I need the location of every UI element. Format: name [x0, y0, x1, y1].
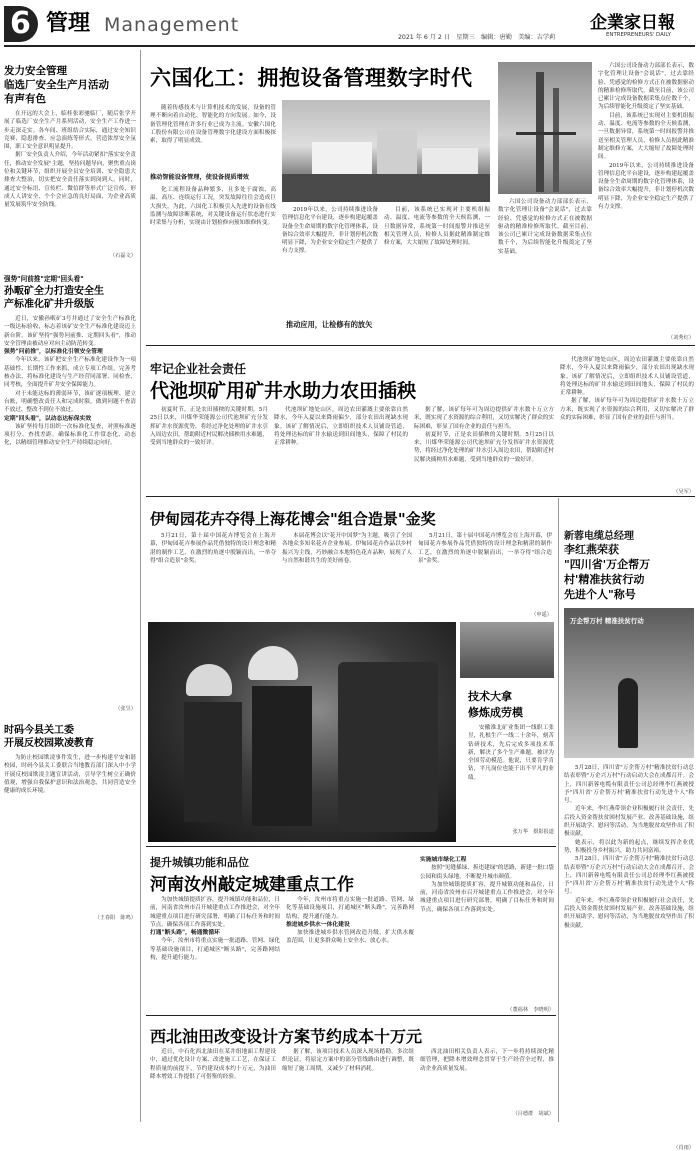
section-title-en: Management — [104, 14, 240, 36]
workers-photo — [148, 622, 456, 842]
expo-byline: （申遥） — [531, 612, 552, 618]
page-number: 6 — [10, 6, 31, 41]
skill-bottom-rule — [146, 846, 556, 847]
main-sub-kicker: 推动智能设备管理，使设备提质增效 — [150, 174, 249, 181]
mine-body-col-3: 据了解，该矿每年可为周边提供矿井水数十万立方米，既实现了水资源的综合利用，又切实解决了群众的实际困难，彰显了国有企业的责任与担当。 初夏时节，正是农田插秧的关键时期。5月25日以来，川煤华荣能源公司代池坝矿充分发挥矿井水资源优势，将经过净化处理的矿井水引入周边农田，帮助附近村民解决插秧用水难题，受到当地群众的一致好评。 — [414, 407, 554, 463]
left-sub-body: 近日，安徽孙畈矿3号井通过了安全生产标准化一级达标验收，标志着该矿安全生产标准化建设迈上新台阶。该矿坚持"强势问前推、定期回头看"，推动安全管理由被动应对向主动防范转变。 强势"问前推"，以标准化引领安全管理 今年以来，该矿把安全生产标准化建设作为一项基础性、长期性工作来抓，成立专项工作组，完善考核办法，将标准化建设与生产经营同部署、同检查、同考核，全面提升矿井安全保障能力。 对于未能达标的薄弱环节，该矿逐项梳理、建立台账，明确整改责任人和完成时限，做到问题不查清不放过、整改不到位不放过。 定期"回头看"，以动态达标保实效 该矿坚持每月组织一次标准化复查，对照标准逐项打分、查找差距，确保标准化工作常态化、动态化，以精细管理推动安全生产持续稳定向好。 — [4, 316, 136, 447]
industrial-tower-photo — [498, 62, 592, 194]
award-photo-caption: 万企帮万村 精准扶贫行动 — [570, 617, 644, 625]
main-bottom-rule — [146, 345, 695, 346]
left-headline-3: 有声有色 — [4, 93, 46, 105]
masthead-rule — [4, 45, 695, 47]
main-byline: （刘秀红） — [668, 335, 694, 341]
mine-headline: 代池坝矿用矿井水助力农田插秧 — [150, 380, 417, 402]
paper-en: ENTREPRENEURS' DAILY — [606, 32, 671, 38]
main-mid-kicker: 推动应用，让检修有的放矢 — [286, 320, 373, 329]
date-line: 2021 年 6 月 2 日 星期三 编辑：唐勤 美编：吉学莉 — [398, 34, 556, 41]
main-body-col-3: 目前，该系统已实现对主要机组振动、温度、电流等参数的全天候监测，一旦数据异常，系统第一时间报警并推送至相关管理人员，检修人员据此精准制定维修方案，大大缩短了故障处理时间。 — [384, 207, 490, 247]
mine-body-col-2: 代池坝矿地处山区，周边农田灌溉主要依靠自然降水，今年入夏以来降雨偏少，部分农田出现缺水现象。该矿了解情况后，立即组织技术人员铺设管道，将处理达标的矿井水输送到田间地头，保障了村民的正常耕种。 — [274, 407, 408, 447]
oil-body-col-2: 据了解，该项目技术人员深入现场踏勘，多次组织论证，将原定方案中的部分管线路由进行调整，既缩短了施工周期，又减少了材料消耗。 — [282, 1049, 414, 1072]
main-body-col-1: 化工流程设备品种繁多，且多处于腐蚀、高温、高压、连续运行工况，突发故障往往会造成巨大损失。为此，六国化工积极引入先进的设备在线监测与故障诊断系统，对关键设备运行状态进行实时采集与分析，实现由计划检修向预知维修转变。 — [150, 187, 276, 227]
skill-headline-1: 技术大拿 — [468, 690, 512, 703]
skill-body: 安徽淮北矿业集团一线职工张昱，扎根生产一线二十余年，刻苦钻研技术，先后完成多项技术革新，解决了多个生产难题，被评为全国劳动模范。他说，只要肯学肯钻，平凡岗位也能干出不平凡的业绩。 — [468, 725, 554, 781]
oil-headline: 西北油田改变设计方案节约成本十万元 — [150, 1027, 423, 1046]
left-sub-kicker: 强势"问前推"定期"回头看" — [4, 275, 84, 283]
right-name: 李红燕荣获 — [564, 543, 619, 556]
left-column — [4, 50, 136, 1122]
left-headline-2: 临选厂安全生产月活动 — [4, 79, 109, 91]
city-byline: （董福林 李晓明） — [507, 1007, 554, 1013]
left-byline-2: （张昱） — [115, 706, 136, 712]
right-column — [564, 506, 694, 1151]
city-label-1: 打通"断头路"，畅通微循环 — [150, 930, 220, 937]
right-byline: （肖雨） — [673, 1145, 694, 1151]
right-headline-2: 村'精准扶贫行动 — [564, 573, 645, 586]
city-body-col-1: 为加快城镇提质扩容，提升城镇功能和品位，日前，河南省汝州市召开城建重点工作推进会，对全年城建重点项目进行研究部署，明确了目标任务和时间节点，确保各项工作落到实处。 打通"断头路"，畅通微循环 今年，汝州市将重点实施一批道路、管网、绿化等基础设施项目，打通城区"断头路"，完善路网结构，提升通行能力。 — [150, 897, 280, 962]
main-body-col-5: 六国公司设备动力部部长表示，数字化管理让设备"会说话"，过去靠经验、凭感觉的检修方式正在被数据驱动的精准检修所取代。截至目前，该公司已累计完成设备数据采集点位数千个，为后续智能化升级奠定了坚实基础。 目前，该系统已实现对主要机组振动、温度、电流等参数的全天候监测，一旦数据异常，系统第一时间报警并推送至相关管理人员，检修人员据此精准制定维修方案，大大缩短了故障处理时间。 2019年以来，公司持续推进设备管理信息化平台建设，逐步构建起覆盖设备全生命周期的数字化管理体系，设备综合效率大幅提升，非计划停机次数明显下降，为企业安全稳定生产提供了有力支撑。 — [598, 63, 694, 211]
left-bottom-headline-2: 开展反校园欺凌教育 — [4, 738, 94, 749]
main-lead: 随着传感技术与计算机技术的发展，设备的管理不断向着自动化、智能化的方向发展。如今，设备管理化管理在许多行业已成为主流。安徽六国化工股份有限公司在设备管理数字化建设方面积极探索，取得了明显成效。 — [150, 105, 276, 145]
city-headline: 河南汝州敲定城建重点工作 — [150, 875, 354, 895]
right-headline-1: "四川省'万企帮万 — [564, 558, 651, 571]
section-title-cn: 管理 — [46, 11, 91, 36]
city-bottom-rule — [146, 1015, 556, 1016]
paper-logo: 企業家日報 — [590, 13, 675, 33]
worker-side-photo — [460, 622, 554, 678]
left-sub-label-2: 定期"回头看"，以动态达标保实效 — [4, 415, 92, 422]
factory-photo — [282, 100, 490, 202]
left-body-1: 在开远的大会上，临桂张彩驰临厂，随后张学开展了临选厂安全生产月系列活动，安全生产工作进一步走深走实。各车间、班组结合实际，通过安全知识竞赛、隐患排查、应急演练等形式，营造浓厚安全氛围，职工安全意识明显提升。 据厂安全负责人介绍，今年活动紧扣"落实安全责任，推动安全发展"主题，坚持问题导向，聚焦重点岗位和关键环节，组织开展全员安全培训、安全隐患大排查大整治，切实把安全责任落实到岗到人。同时，通过安全标语、宣传栏、微信群等形式广泛宣传，形成人人讲安全、个个会应急的良好局面，为企业高质量发展筑牢安全防线。 — [4, 111, 136, 209]
mine-body-col-4: 代池坝矿地处山区，周边农田灌溉主要依靠自然降水，今年入夏以来降雨偏少，部分农田出现缺水现象。该矿了解情况后，立即组织技术人员铺设管道，将处理达标的矿井水输送到田间地头，保障了村民的正常耕种。 据了解，该矿每年可为周边提供矿井水数十万立方米，既实现了水资源的综合利用，又切实解决了群众的实际困难，彰显了国有企业的责任与担当。 — [560, 357, 694, 422]
expo-body-col-1: 5月21日，第十届中国花卉博览会在上海开幕，伊甸园花卉参展作品凭借独特的设计理念和精湛的制作工艺，在激烈的角逐中脱颖而出，一举夺得"组合造景"金奖。 — [150, 533, 276, 564]
skill-headline-2: 修炼成劳模 — [468, 706, 523, 719]
right-body: 5月28日，四川省"万企帮万村"精准扶贫行动总结表彰暨"万企兴万村"行动启动大会在成都召开。会上，四川新蓉电缆有限责任公司总经理李红燕被授予"四川省'万企帮万村'精准扶贫行动先进个人"称号。 近年来，李红燕带领企业积极履行社会责任，先后投入资金帮扶贫困村发展产业、改善基础设施，组织开展助学、慰问等活动，为当地脱贫攻坚作出了积极贡献。 她表示，将以此为新的起点，继续发挥企业优势，积极投身乡村振兴，助力共同富裕。 5月28日，四川省"万企帮万村"精准扶贫行动总结表彰暨"万企兴万村"行动启动大会在成都召开。会上，四川新蓉电缆有限责任公司总经理李红燕被授予"四川省'万企帮万村'精准扶贫行动先进个人"称号。 近年来，李红燕带领企业积极履行社会责任，先后投入资金帮扶贫困村发展产业、改善基础设施，组织开展助学、慰问等活动，为当地脱贫攻坚作出了积极贡献。 — [564, 765, 694, 929]
expo-headline: 伊甸园花卉夺得上海花博会"组合造景"金奖 — [150, 510, 436, 528]
left-column-divider — [140, 50, 141, 1122]
expo-body-col-3: 5月21日，第十届中国花卉博览会在上海开幕，伊甸园花卉参展作品凭借独特的设计理念和精湛的制作工艺，在激烈的角逐中脱颖而出，一举夺得"组合造景"金奖。 — [418, 533, 552, 564]
oil-body-col-3: 西北油田相关负责人表示，下一步将持续深化精细管理，把降本增效理念贯穿于生产经营全过程，推动企业高质量发展。 — [420, 1049, 554, 1072]
mine-body-col-1: 初夏时节，正是农田插秧的关键时期。5月25日以来，川煤华荣能源公司代池坝矿充分发挥矿井水资源优势，将经过净化处理的矿井水引入周边农田，帮助附近村民解决插秧用水难题，受到当地群众的一致好评。 — [150, 407, 268, 447]
mine-kicker: 牢记企业社会责任 — [150, 362, 247, 376]
city-kicker: 提升城镇功能和品位 — [150, 856, 249, 869]
award-photo — [564, 608, 694, 758]
left-bottom-headline-1: 时码今县关工委 — [4, 725, 74, 736]
city-body-col-3: 实施城市绿化工程 按照"见缝插绿、拆违建绿"的思路，新建一批口袋公园和街头绿地，不断提升城市颜值。 为加快城镇提质扩容，提升城镇功能和品位，日前，河南省汝州市召开城建重点工作推进会，对全年城建重点项目进行研究部署，明确了目标任务和时间节点，确保各项工作落到实处。 — [420, 857, 554, 913]
left-sub-headline-1: 孙畈矿全力打造安全生 — [4, 286, 104, 297]
city-label-3: 实施城市绿化工程 — [420, 857, 467, 863]
expo-body-col-2: 本届花博会以"花开中国梦"为主题，吸引了全国各地众多知名花卉企业参展。伊甸园花卉作品以乡村振兴为主线，巧妙融合本地特色花卉品种，展现了人与自然和谐共生的美好画卷。 — [282, 533, 412, 564]
city-body-col-2: 今年，汝州市将重点实施一批道路、管网、绿化等基础设施项目，打通城区"断头路"，完善路网结构，提升通行能力。 推进城乡供水一体化建设 加快推进城乡供水管网改造升级，扩大供水覆盖范围，让更多群众喝上安全水、放心水。 — [286, 897, 414, 945]
left-bottom-body: 为防止校园欺凌事件发生，进一步构建平安和谐校园，时码今县关工委联合当地教育部门深入中小学开展反校园欺凌主题宣讲活动，引导学生树立正确价值观，增强自我保护意识和法治观念，共同营造安全健康的成长环境。 — [4, 755, 136, 795]
oil-body-col-1: 近日，中石化西北油田在某井组地面工程建设中，通过优化设计方案、改进施工工艺，在保证工程质量的前提下，节约建设成本约十万元，为油田降本增效工作提供了可借鉴的经验。 — [150, 1049, 276, 1080]
city-label-2: 推进城乡供水一体化建设 — [286, 921, 350, 928]
skill-byline: 张万华 摄影报道 — [512, 829, 554, 835]
right-kicker: 新蓉电缆总经理 — [564, 531, 634, 542]
left-sub-label: 强势"问前推"，以标准化引领安全管理 — [4, 349, 103, 356]
mine-byline: （吴军） — [673, 489, 694, 495]
oil-byline: （吕德群 胡斌） — [512, 1111, 554, 1117]
main-headline: 六国化工：拥抱设备管理数字时代 — [150, 66, 473, 90]
left-sub-headline-2: 产标准化矿井升级版 — [4, 299, 94, 310]
left-byline-3: （王春阳 陈鸣） — [94, 915, 136, 921]
right-column-divider — [558, 498, 559, 1122]
right-headline-3: 先进个人"称号 — [564, 588, 636, 601]
left-byline-1: （石磊文） — [110, 253, 136, 259]
left-headline-1: 发力安全管理 — [4, 65, 67, 77]
mine-bottom-rule — [146, 496, 695, 497]
main-body-col-2: 2019年以来，公司持续推进设备管理信息化平台建设，逐步构建起覆盖设备全生命周期的数字化管理体系，设备综合效率大幅提升，非计划停机次数明显下降，为企业安全稳定生产提供了有力支撑。 — [282, 207, 378, 255]
main-body-col-4: 六国公司设备动力部部长表示，数字化管理让设备"会说话"，过去靠经验、凭感觉的检修方式正在被数据驱动的精准检修所取代。截至目前，该公司已累计完成设备数据采集点位数千个，为后续智能化升级奠定了坚实基础。 — [498, 199, 592, 255]
